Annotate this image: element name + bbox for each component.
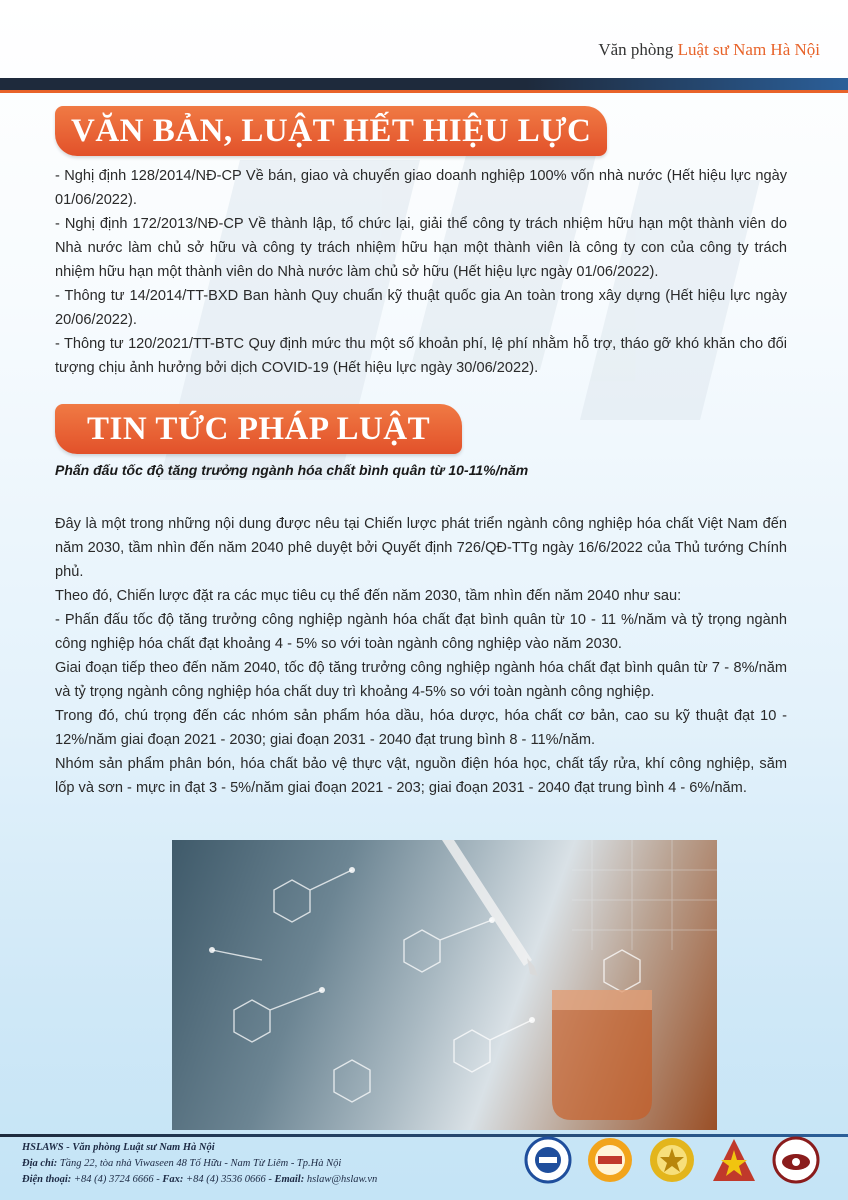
- news-paragraph: Theo đó, Chiến lược đặt ra các mục tiêu cụ thể đến năm 2030, tầm nhìn đến năm 2040 như sau:: [55, 588, 682, 604]
- news-headline: Phấn đấu tốc độ tăng trưởng ngành hóa chất bình quân từ 10-11%/năm: [55, 462, 529, 478]
- phone-value: +84 (4) 3724 6666 -: [71, 1174, 163, 1185]
- expired-law-item: - Nghị định 172/2013/NĐ-CP Về thành lập, tổ chức lại, giải thể công ty trách nhiệm hữu hạn một thành viên do Nhà nước làm chủ sở hữu và công ty trách nhiệm hữu hạn một thành viên là công ty con của công ty trách nhiệm hữu hạn một thành viên do Nhà nước làm chủ sở hữu (Hết hiệu lực ngày 01/06/2022).: [55, 216, 787, 280]
- footer: [22, 1140, 377, 1188]
- address-label: Địa chỉ:: [22, 1158, 58, 1169]
- email-label: Email:: [274, 1174, 305, 1185]
- expired-laws-list: [55, 164, 787, 380]
- news-paragraph: Nhóm sản phẩm phân bón, hóa chất bảo vệ thực vật, nguồn điện hóa học, chất tẩy rửa, khí công nghiệp, săm lốp và sơn - mực in đạt 3 - 5%/năm giai đoạn 2021 - 203; giai đoạn 2031 - 2040 đạt trung bình 4 - 6%/năm.: [55, 756, 787, 796]
- section-title-legal-news: TIN TỨC PHÁP LUẬT: [55, 404, 462, 454]
- chemistry-lab-photo: [172, 840, 717, 1130]
- golden-badge-icon: [648, 1136, 696, 1184]
- expired-law-item: - Thông tư 14/2014/TT-BXD Ban hành Quy chuẩn kỹ thuật quốc gia An toàn trong xây dựng (Hết hiệu lực ngày 20/06/2022).: [55, 288, 787, 328]
- brand-prefix: Văn phòng: [598, 40, 678, 59]
- header-brand: [598, 40, 820, 60]
- iso-badge-icon: [524, 1136, 572, 1184]
- expired-law-item: - Thông tư 120/2021/TT-BTC Quy định mức thu một số khoản phí, lệ phí nhằm hỗ trợ, tháo gỡ khó khăn cho đối tượng chịu ảnh hưởng bởi dịch COVID-19 (Hết hiệu lực ngày 30/06/2022).: [55, 336, 787, 376]
- news-body: [55, 512, 787, 800]
- fax-label: Fax:: [162, 1174, 184, 1185]
- news-paragraph: Giai đoạn tiếp theo đến năm 2040, tốc độ tăng trưởng công nghiệp ngành hóa chất đạt bình quân từ 7 - 8%/năm và tỷ trọng ngành công nghiệp hóa chất duy trì khoảng 4-5% so với toàn ngành công nghiệp.: [55, 660, 787, 700]
- address-value: Tầng 22, tòa nhà Viwaseen 48 Tố Hữu - Nam Từ Liêm - Tp.Hà Nội: [57, 1158, 342, 1169]
- news-paragraph: Đây là một trong những nội dung được nêu tại Chiến lược phát triển ngành công nghiệp hóa chất Việt Nam đến năm 2030, tầm nhìn đến năm 2040 phê duyệt bởi Quyết định 726/QĐ-TTg ngày 16/6/2022 của Thủ tướng Chính phủ.: [55, 516, 787, 580]
- gold-star-badge-icon: [710, 1136, 758, 1184]
- footer-company-name: HSLAWS - Văn phòng Luật sư Nam Hà Nội: [22, 1142, 215, 1153]
- phone-label: Điện thoại:: [22, 1174, 72, 1185]
- eye-badge-icon: [772, 1136, 820, 1184]
- email-value[interactable]: hslaw@hslaw.vn: [304, 1174, 378, 1185]
- brand-accent: Luật sư Nam Hà Nội: [677, 40, 820, 59]
- award-badges: [524, 1136, 820, 1184]
- news-paragraph: Trong đó, chú trọng đến các nhóm sản phẩm hóa dầu, hóa dược, hóa chất cơ bản, cao su kỹ thuật đạt 10 - 12%/năm giai đoạn 2021 - 2030; giai đoạn 2031 - 2040 đạt trung bình 8 - 11%/năm.: [55, 708, 787, 748]
- award-badge-icon: [586, 1136, 634, 1184]
- fax-value: +84 (4) 3536 0666 -: [183, 1174, 275, 1185]
- section-title-expired-laws: VĂN BẢN, LUẬT HẾT HIỆU LỰC: [55, 106, 607, 156]
- header-bar: [0, 78, 848, 90]
- expired-law-item: - Nghị định 128/2014/NĐ-CP Về bán, giao và chuyển giao doanh nghiệp 100% vốn nhà nước (Hết hiệu lực ngày 01/06/2022).: [55, 168, 787, 208]
- footer-contact: [22, 1172, 377, 1188]
- footer-address: [22, 1156, 377, 1172]
- news-paragraph: - Phấn đấu tốc độ tăng trưởng công nghiệp ngành hóa chất đạt bình quân từ 10 - 11 %/năm và tỷ trọng ngành công nghiệp hóa chất đạt khoảng 4 - 5% so với toàn ngành công nghiệp vào năm 2030.: [55, 612, 787, 652]
